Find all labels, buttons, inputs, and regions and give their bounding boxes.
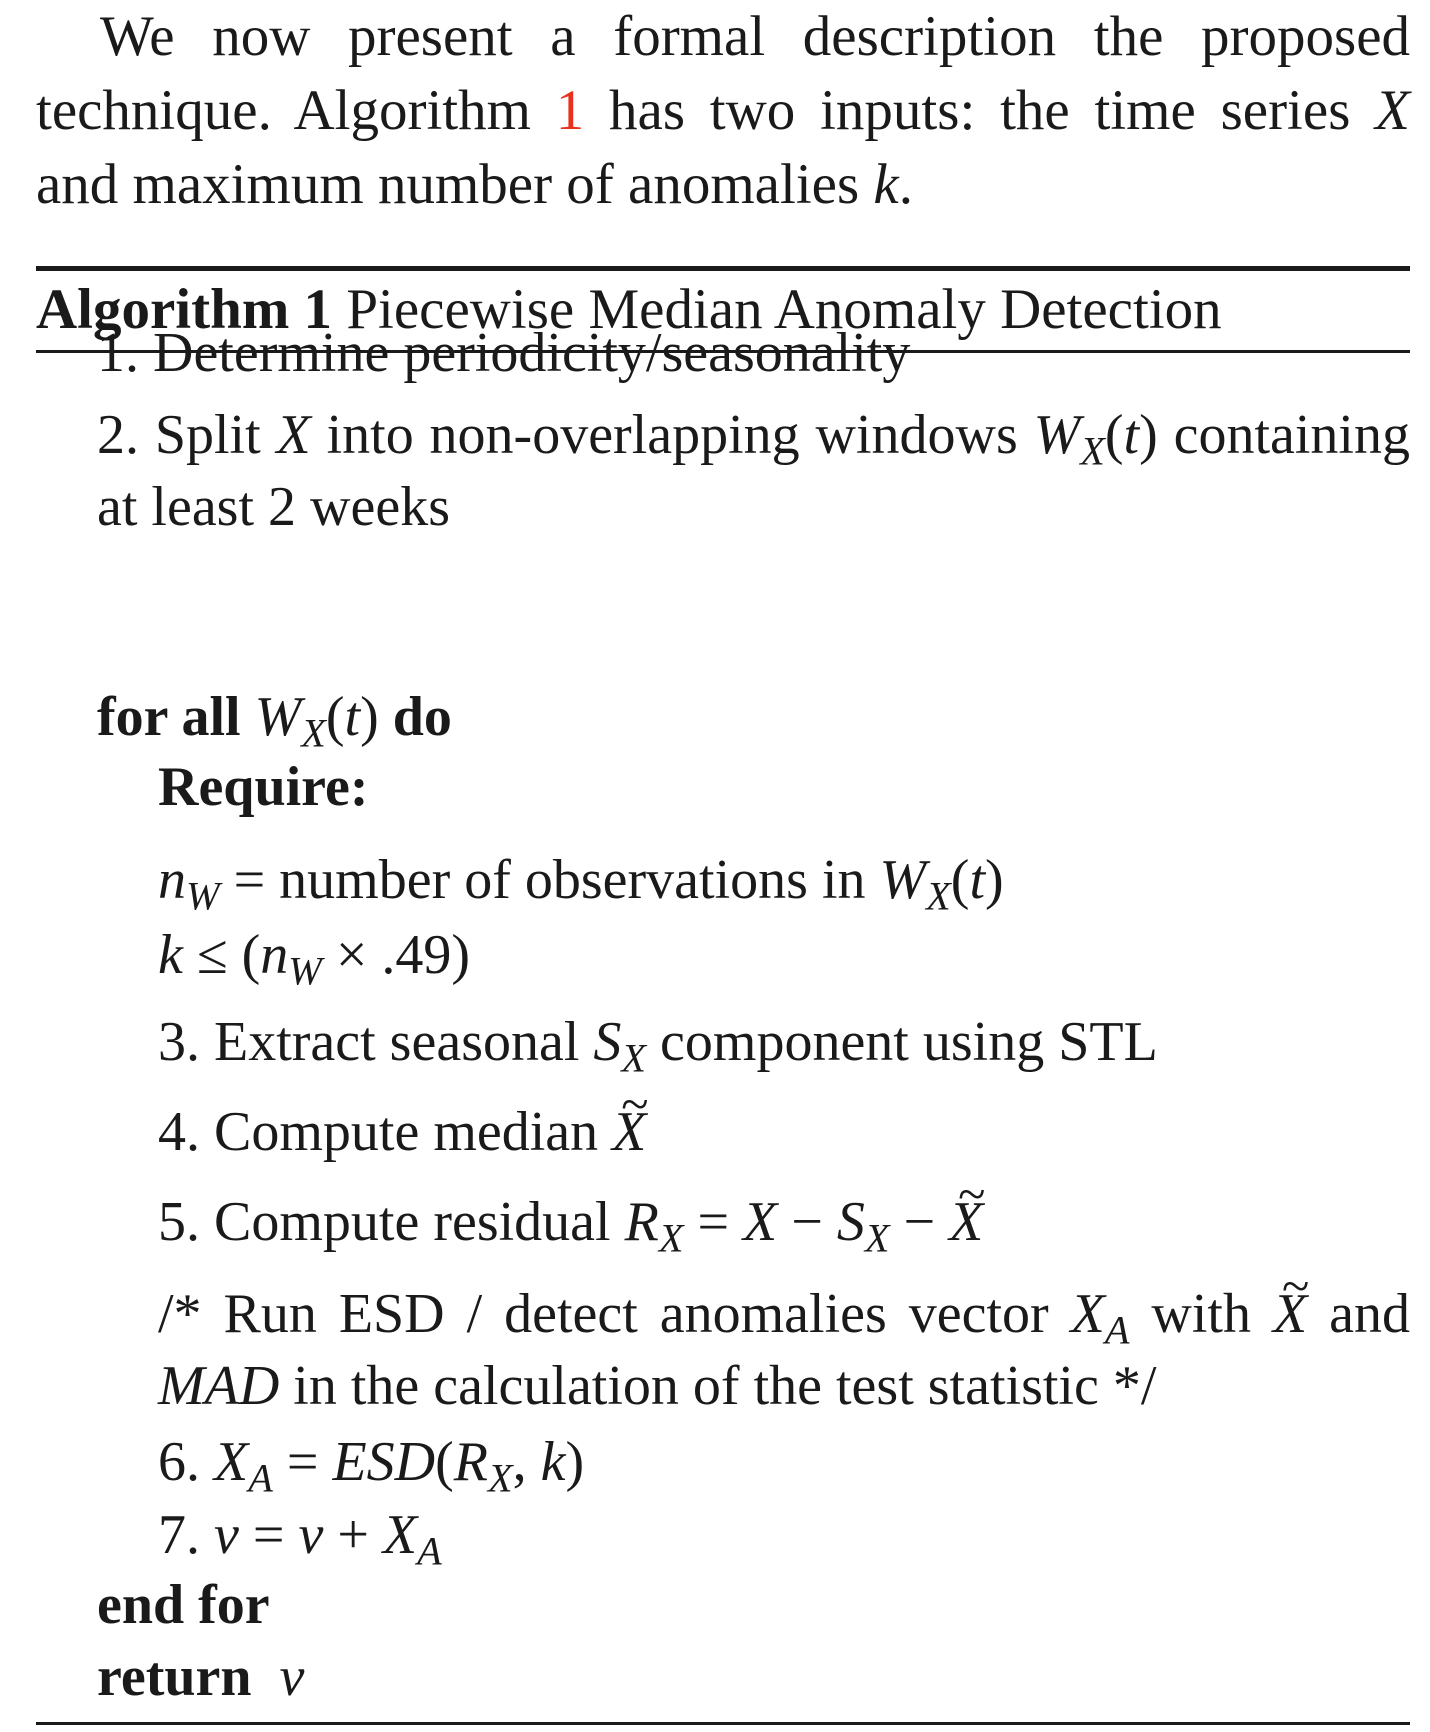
algorithm-title: Piecewise Median Anomaly Detection bbox=[346, 278, 1222, 341]
algo-step-1: 1. Determine periodicity/seasonality bbox=[97, 322, 911, 384]
algo-step-2: 2. Split X into non-overlapping windows $W_X(t)$ containing at least 2 weeks bbox=[97, 404, 1410, 538]
algo-step-4: 4. Compute median ~ X bbox=[158, 1097, 646, 1167]
intro-text: and maximum number of anomalies bbox=[36, 153, 874, 216]
algo-step-5: 5. Compute residual $R_X = X - S_X$ − ~ X bbox=[158, 1187, 983, 1257]
intro-text: . bbox=[898, 153, 913, 216]
intro-var-x: X bbox=[1375, 79, 1410, 142]
algo-require: Require: bbox=[158, 756, 369, 818]
intro-text: We now present a formal description the proposed technique. Algorithm bbox=[36, 5, 1410, 142]
for-keyword: for all bbox=[97, 686, 241, 748]
algo-return bbox=[97, 1642, 304, 1712]
algo-comment: /* Run ESD / detect anomalies vector $X_A$ with ~ X and MAD in the calculation of the test statistic */ bbox=[158, 1278, 1410, 1422]
do-keyword: do bbox=[392, 686, 452, 748]
return-value: v bbox=[279, 1646, 305, 1708]
algo-require-nw: $n_W$ = number of observations in $W_X(t)$ bbox=[158, 849, 1004, 919]
algo-step-3: 3. Extract seasonal $S_X$ component using STL bbox=[158, 1011, 1158, 1081]
algo-step-7: 7. $v = v + X_A$ bbox=[158, 1504, 442, 1574]
algorithm-reference-link[interactable]: 1 bbox=[555, 79, 585, 142]
algorithm-top-rule bbox=[36, 266, 1410, 271]
algorithm-label: Algorithm 1 bbox=[36, 278, 333, 341]
algo-require-k: $k \le (n_W \times .49)$ bbox=[158, 924, 471, 994]
algo-end-for: end for bbox=[97, 1574, 270, 1636]
algorithm-bottom-rule bbox=[36, 1722, 1410, 1725]
intro-paragraph bbox=[36, 0, 1410, 222]
intro-var-k: k bbox=[873, 153, 899, 216]
return-keyword: return bbox=[97, 1646, 252, 1708]
algo-step-6: 6. $X_A = ESD(R_X$, k) bbox=[158, 1431, 585, 1501]
algo-for-loop: for all $W_X(t)$ do bbox=[97, 686, 452, 756]
intro-text: has two inputs: the time series bbox=[584, 79, 1376, 142]
